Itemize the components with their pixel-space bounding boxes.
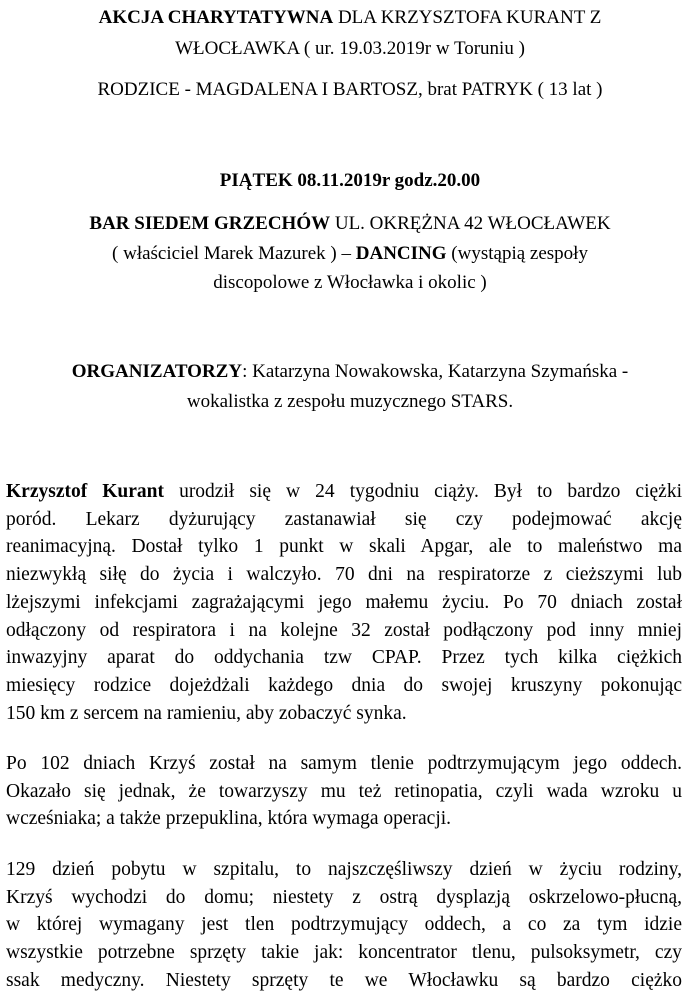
paragraph-line: reanimacyjną. Dostał tylko 1 punkt w skali Apgar, ale to maleństwo ma xyxy=(6,536,682,558)
paragraph-line: niezwykłą siłę do życia i walczyło. 70 dni na respiratorze z cieższymi lub xyxy=(6,564,682,586)
header-title-bold: AKCJA CHARYTATYWNA xyxy=(98,7,334,28)
paragraph-line: odłączony od respiratora i na kolejne 32 został podłączony pod inny mniej xyxy=(6,619,682,641)
paragraph-line: 129 dzień pobytu w szpitalu, to najszczęśliwszy dzień w życiu rodziny, xyxy=(6,859,682,880)
event-date xyxy=(0,169,700,193)
event-perform: (wystąpią zespoły xyxy=(446,243,588,264)
event-date-text: PIĄTEK 08.11.2019r godz.20.00 xyxy=(219,170,481,191)
event-venue xyxy=(0,212,700,236)
paragraph-line: wcześniaka; a także przepuklina, która wymaga operacji. xyxy=(6,808,452,830)
event-venue-bold: BAR SIEDEM GRZECHÓW xyxy=(89,213,331,234)
event-dancing: DANCING xyxy=(355,243,447,264)
paragraph-line: lżejszymi infekcjami zagrażającymi jego małemu życiu. Po 70 dniach został xyxy=(6,591,682,613)
paragraph-line: Krzyś wychodzi do domu; niestety z ostrą dysplazją oskrzelowo-płucną, xyxy=(6,886,682,908)
story-paragraph-3 xyxy=(6,856,682,995)
header-line-1 xyxy=(0,6,700,30)
paragraph-line: ssak medyczny. Niestety sprzęty te we Włocławku są bardzo ciężko xyxy=(6,969,682,991)
event-venue-address: UL. OKRĘŻNA 42 WŁOCŁAWEK xyxy=(330,213,611,234)
header-line-2: WŁOCŁAWKA ( ur. 19.03.2019r w Toruniu ) xyxy=(175,38,525,59)
paragraph-line: Krzysztof Kurant urodził się w 24 tygodniu ciąży. Był to bardzo ciężki xyxy=(6,481,682,502)
organizers-line-1 xyxy=(0,360,700,384)
organizers-label: ORGANIZATORZY xyxy=(71,361,243,382)
header-parents: RODZICE - MAGDALENA I BARTOSZ, brat PATRYK ( 13 lat ) xyxy=(97,79,603,100)
paragraph-line: Po 102 dniach Krzyś został na samym tlenie podtrzymującym jego oddech. xyxy=(6,753,682,774)
organizers-names: : Katarzyna Nowakowska, Katarzyna Szymańska - xyxy=(242,361,629,382)
paragraph-line: miesięcy rodzice dojeżdżali każdego dnia do swojej kruszyny pokonując xyxy=(6,674,682,696)
event-perform-line-2: discopolowe z Włocławka i okolic ) xyxy=(213,272,487,293)
paragraph-line: Okazało się jednak, że towarzyszy mu też retinopatia, czyli wada wzroku u xyxy=(6,780,682,802)
story-paragraph-1 xyxy=(6,478,682,727)
event-owner: ( właściciel Marek Mazurek ) – xyxy=(112,243,356,264)
paragraph-line: 150 km z sercem na ramieniu, aby zobaczyć synka. xyxy=(6,702,407,724)
child-name: Krzysztof Kurant xyxy=(6,481,165,502)
header-title-rest: DLA KRZYSZTOFA KURANT Z xyxy=(333,7,602,28)
event-owner-line xyxy=(0,242,700,266)
paragraph-line: inwazyjny aparat do oddychania tzw CPAP. Przez tych kilka ciężkich xyxy=(6,647,682,669)
paragraph-line: wszystkie potrzebne sprzęty takie jak: koncentrator tlenu, pulsoksymetr, czy xyxy=(6,942,682,964)
organizers-line-2: wokalistka z zespołu muzycznego STARS. xyxy=(186,391,514,412)
paragraph-line: w której wymagany jest tlen podtrzymujący oddech, a co za tym idzie xyxy=(6,914,682,936)
paragraph-line: poród. Lekarz dyżurujący zastanawiał się czy podejmować akcję xyxy=(6,508,682,530)
story-paragraph-2 xyxy=(6,750,682,833)
